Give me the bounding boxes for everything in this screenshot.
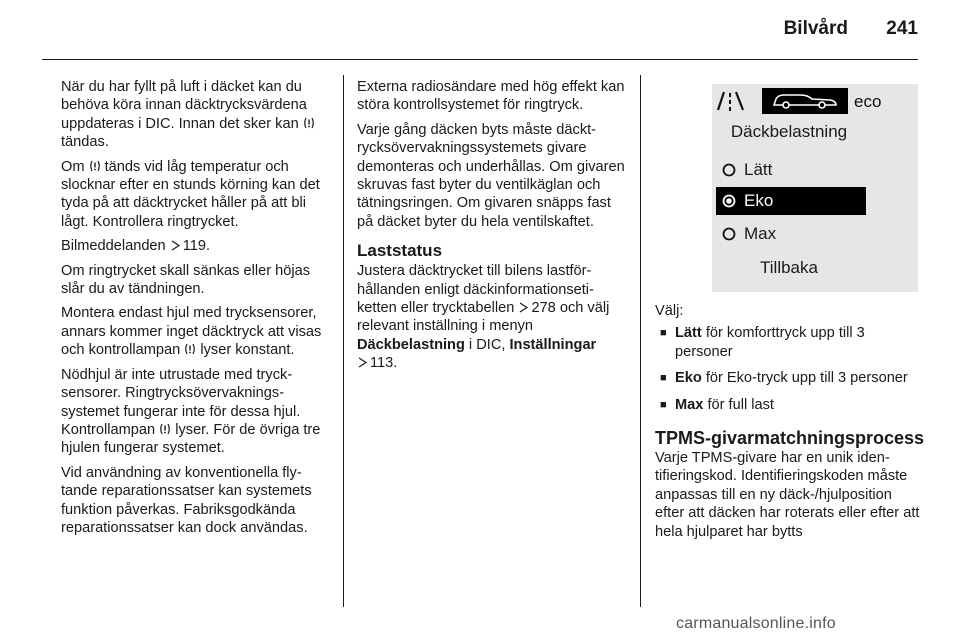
paragraph: När du har fyllt på luft i däcket kan du behöva köra innan däcktrycksvärdena uppdateras i DIC. Innan det sker kan tändas. bbox=[61, 78, 331, 152]
paragraph: Externa radiosändare med hög effekt kan störa kontrollsystemet för ringtryck. bbox=[357, 79, 625, 114]
page-header bbox=[0, 0, 960, 48]
display-title: Däckbelastning bbox=[730, 122, 848, 141]
watermark: carmanualsonline.info bbox=[676, 615, 836, 632]
list-item: ■ Lätt för komforttryck upp till 3 personer bbox=[655, 324, 925, 361]
tpms-road-icon bbox=[718, 92, 743, 111]
page-reference-icon bbox=[518, 302, 529, 313]
paragraph: Nödhjul är inte utrustade med trycksensorer. Ringtrycksövervakningssystemet fungerar inte för dessa hjul. Kontrollampan lyser. För de övriga tre hjulen fungerar systemet. bbox=[61, 366, 321, 457]
paragraph: Justera däcktrycket till bilens lastförhållanden enligt däckinformationsetiketten eller trycktabellen 278 och välj relevant inställning i menyn Däckbelastning i DIC, Inställningar 113. bbox=[357, 263, 610, 372]
display-back-option[interactable]: Tillbaka bbox=[760, 258, 818, 277]
paragraph: Vid användning av konventionella flytande reparationssatser kan systemets funktion påverkas. Fabriksgodkända reparationssatser kan dock användas. bbox=[61, 464, 312, 536]
section-title: Bilvård bbox=[783, 18, 848, 39]
tpms-warning-icon bbox=[184, 343, 196, 355]
radio-selected-icon bbox=[722, 194, 736, 208]
display-option-eko[interactable]: Eko bbox=[716, 187, 866, 215]
tpms-warning-icon bbox=[89, 160, 101, 172]
settings-menu-name: Inställningar bbox=[509, 336, 597, 353]
column-3 bbox=[655, 302, 925, 547]
eco-label: eco bbox=[854, 92, 882, 111]
radio-unselected-icon bbox=[722, 227, 736, 241]
menu-name: Däckbelastning bbox=[357, 336, 465, 353]
page-reference-icon bbox=[357, 357, 368, 368]
column-divider-2 bbox=[640, 75, 641, 607]
section-heading-tpms: TPMS-givarmatchningsprocess bbox=[655, 428, 925, 449]
list-item: ■ Max för full last bbox=[655, 396, 925, 414]
page-reference-link[interactable]: 113. bbox=[370, 355, 398, 372]
paragraph: Bilmeddelanden 119. bbox=[61, 238, 211, 255]
radio-unselected-icon bbox=[722, 163, 736, 177]
paragraph: Varje gång däcken byts måste däcktrycksövervakningssystemets givare demonteras och underhållas. Om givaren skruvas fast byter du ventilkäglan och tätningsringen. Om givaren snäpps fast på däcket byter du hela ventilskaftet. bbox=[357, 121, 625, 230]
paragraph: Om tänds vid låg temperatur och slocknar efter en stunds körning kan det tyda på att däcktrycket håller på att bli lågt. Kontrollera ringtrycket. bbox=[61, 158, 320, 230]
load-option-list bbox=[655, 324, 925, 414]
paragraph: Om ringtrycket skall sänkas eller höjas slår du av tändningen. bbox=[61, 262, 310, 298]
tpms-warning-icon bbox=[159, 423, 171, 435]
list-item: ■ Eko för Eko-tryck upp till 3 personer bbox=[655, 369, 925, 387]
dic-display bbox=[712, 84, 918, 292]
page-reference-icon bbox=[170, 240, 181, 251]
column-1 bbox=[61, 78, 331, 543]
column-2 bbox=[357, 78, 627, 379]
page-reference-link[interactable]: 119. bbox=[182, 238, 211, 255]
header-rule bbox=[42, 59, 918, 60]
display-top-bar bbox=[712, 84, 918, 118]
page-reference-link[interactable]: 278 bbox=[531, 300, 556, 317]
page-number: 241 bbox=[886, 18, 918, 39]
column-divider-1 bbox=[343, 75, 344, 607]
display-option-max[interactable]: Max bbox=[716, 220, 866, 248]
display-option-latt[interactable]: Lätt bbox=[716, 156, 866, 184]
paragraph: Varje TPMS-givare har en unik identifieringskod. Identifieringskoden måste anpassas till en ny däck-/hjulposition efter att däcken har roterats eller efter att hela hjulparet har bytts bbox=[655, 450, 920, 540]
paragraph: Välj: bbox=[655, 303, 684, 319]
section-heading-laststatus: Laststatus bbox=[357, 241, 443, 261]
tpms-warning-icon bbox=[303, 117, 315, 129]
paragraph: Montera endast hjul med trycksensorer, annars kommer inget däcktryck att visas och kontrollampan lyser konstant. bbox=[61, 305, 322, 359]
